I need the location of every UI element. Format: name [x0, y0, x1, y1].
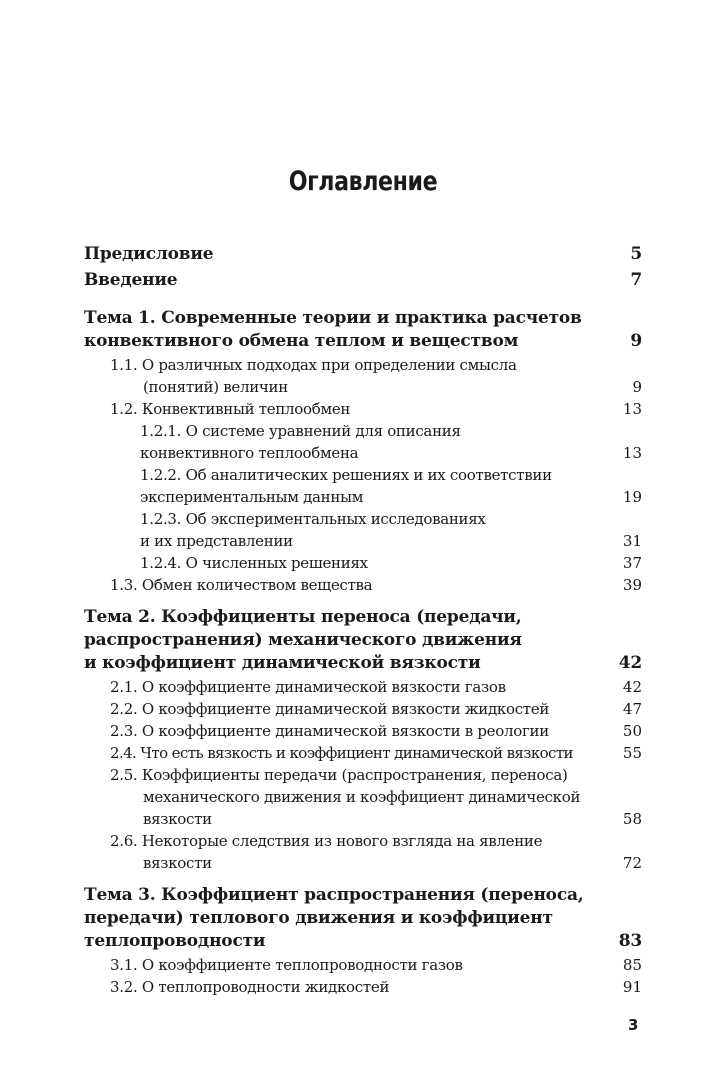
toc-topic-title-line: Тема 3. Коэффициент распространения (переноса, — [84, 885, 584, 905]
toc-section-1-2-1[interactable] — [84, 420, 642, 464]
toc-entry-title: 1.1. О различных подходах при определении смысла — [110, 356, 517, 374]
toc-section-2-1[interactable] — [84, 676, 642, 698]
toc-entry-page: 5 — [630, 244, 642, 264]
toc-entry-page: 55 — [622, 744, 642, 762]
toc-entry-page: 42 — [618, 653, 642, 673]
toc-entry-page: 13 — [622, 444, 642, 462]
toc-entry-title: вязкости — [143, 810, 212, 828]
toc-section-2-4[interactable] — [84, 742, 642, 764]
toc-entry-title: 2.2. О коэффициенте динамической вязкости жидкостей — [110, 700, 550, 718]
page-number: 3 — [628, 1016, 639, 1034]
toc-section-3-2[interactable] — [84, 976, 642, 998]
toc-entry-title: вязкости — [143, 854, 212, 872]
toc-entry-page: 58 — [622, 810, 642, 828]
toc-entry-title: 2.5. Коэффициенты передачи (распространения, переноса) — [110, 766, 568, 784]
toc-entry-title: 3.1. О коэффициенте теплопроводности газов — [110, 956, 463, 974]
toc-topic-3[interactable] — [84, 884, 642, 953]
toc-entry-title: 2.4. Что есть вязкость и коэффициент динамической вязкости — [110, 744, 573, 762]
toc-entry-title: Предисловие — [84, 244, 214, 264]
toc-entry-title: 1.2.3. Об экспериментальных исследованиях — [140, 510, 486, 528]
toc-entry-page: 19 — [622, 488, 642, 506]
toc-entry-title: механического движения и коэффициент динамической — [143, 788, 581, 806]
toc-entry-title: 2.3. О коэффициенте динамической вязкости в реологии — [110, 722, 549, 740]
toc-entry-title: 1.2. Конвективный теплообмен — [110, 400, 351, 418]
toc-topic-title-line: Тема 2. Коэффициенты переноса (передачи, — [84, 607, 522, 627]
toc-entry-title: (понятий) величин — [143, 378, 288, 396]
toc-entry-page: 50 — [622, 722, 642, 740]
toc-entry-preface[interactable] — [84, 243, 642, 266]
toc-entry-page: 9 — [630, 331, 642, 351]
toc-entry-page: 83 — [618, 931, 642, 951]
toc-topic-title-line: конвективного обмена теплом и веществом — [84, 331, 519, 351]
toc-topic-title-line: теплопроводности — [84, 931, 266, 951]
toc-entry-title: 1.2.4. О численных решениях — [140, 554, 368, 572]
toc-entry-page: 72 — [622, 854, 642, 872]
toc-section-1-3[interactable] — [84, 574, 642, 596]
toc-section-2-3[interactable] — [84, 720, 642, 742]
toc-topic-title-line: передачи) теплового движения и коэффициент — [84, 908, 553, 928]
toc-entry-page: 31 — [622, 532, 642, 550]
toc-section-1-2-4[interactable] — [84, 552, 642, 574]
toc-entry-title: Введение — [84, 270, 178, 290]
toc-section-2-5[interactable] — [84, 764, 642, 830]
toc-entry-title: 2.1. О коэффициенте динамической вязкости газов — [110, 678, 506, 696]
toc-section-1-2-3[interactable] — [84, 508, 642, 552]
toc-section-1-1[interactable] — [84, 354, 642, 398]
toc-entry-title: конвективного теплообмена — [140, 444, 359, 462]
table-of-contents — [84, 243, 642, 998]
toc-entry-title: 1.2.2. Об аналитических решениях и их соответствии — [140, 466, 552, 484]
toc-entry-page: 42 — [622, 678, 642, 696]
toc-section-1-2-2[interactable] — [84, 464, 642, 508]
toc-entry-page: 13 — [622, 400, 642, 418]
toc-entry-intro[interactable] — [84, 269, 642, 292]
toc-entry-page: 7 — [630, 270, 642, 290]
page-title: Оглавление — [288, 166, 438, 197]
toc-topic-title-line: распространения) механического движения — [84, 630, 522, 650]
toc-entry-title: 1.3. Обмен количеством вещества — [110, 576, 373, 594]
toc-topic-title-line: Тема 1. Современные теории и практика расчетов — [84, 308, 582, 328]
toc-entry-title: 2.6. Некоторые следствия из нового взгляда на явление — [110, 832, 543, 850]
toc-topic-2[interactable] — [84, 606, 642, 675]
toc-entry-page: 85 — [622, 956, 642, 974]
toc-entry-title: экспериментальным данным — [140, 488, 364, 506]
toc-entry-page: 47 — [622, 700, 642, 718]
toc-entry-title: и их представлении — [140, 532, 293, 550]
toc-entry-page: 37 — [622, 554, 642, 572]
toc-entry-title: 1.2.1. О системе уравнений для описания — [140, 422, 461, 440]
toc-entry-page: 91 — [622, 978, 642, 996]
toc-entry-page: 39 — [622, 576, 642, 594]
toc-entry-page: 9 — [632, 378, 642, 396]
toc-section-2-2[interactable] — [84, 698, 642, 720]
toc-topic-title-line: и коэффициент динамической вязкости — [84, 653, 481, 673]
toc-section-1-2[interactable] — [84, 398, 642, 420]
toc-section-2-6[interactable] — [84, 830, 642, 874]
toc-section-3-1[interactable] — [84, 954, 642, 976]
toc-topic-1[interactable] — [84, 307, 642, 353]
toc-entry-title: 3.2. О теплопроводности жидкостей — [110, 978, 390, 996]
